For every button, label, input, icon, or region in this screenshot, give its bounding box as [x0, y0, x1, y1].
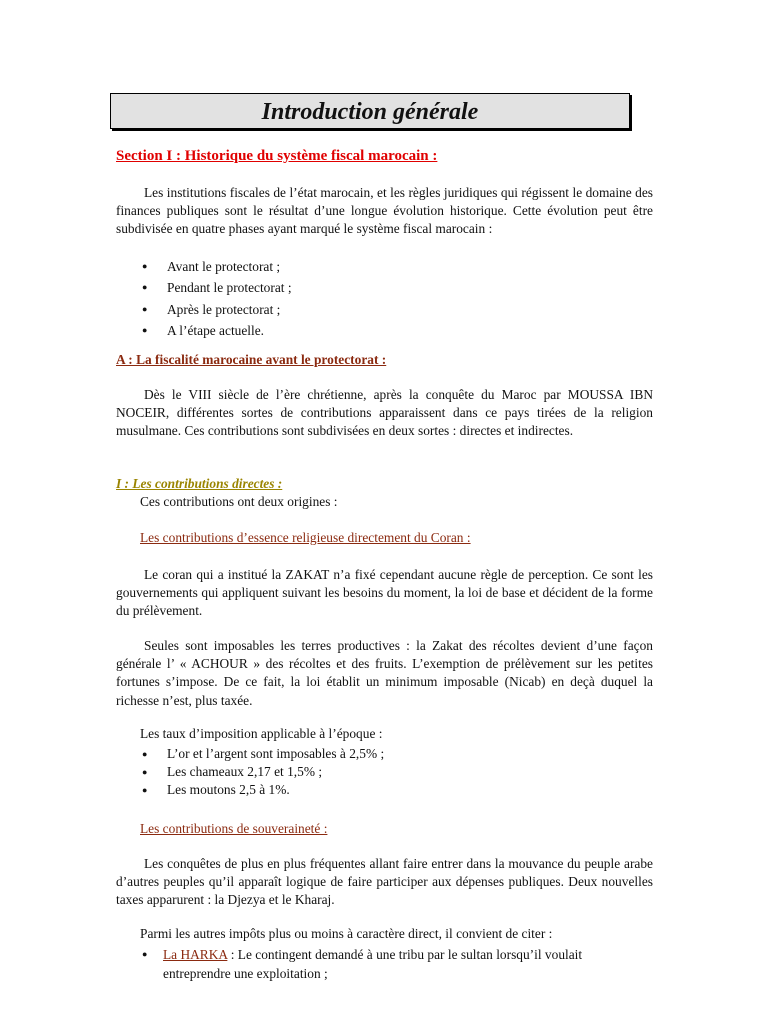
list-item: ● Après le protectorat ; [140, 299, 292, 320]
phases-list [140, 256, 292, 342]
list-item: ● Pendant le protectorat ; [140, 277, 292, 298]
autres-line: Parmi les autres impôts plus ou moins à caractère direct, il convient de citer : [140, 926, 553, 941]
paragraph-terres: Seules sont imposables les terres productives : la Zakat des récoltes devient d’une façon générale l’ « ACHOUR » des récoltes et des fruits. L’exemption de prélèvement sur les petites fortunes s’impose. De ce fait, la loi établit un minimum imposable (Nicab) en deçà duquel la richesse n’est, plus taxée. [116, 638, 653, 708]
taux-line: Les taux d’imposition applicable à l’époque : [140, 726, 383, 741]
harka-term: La HARKA [163, 947, 228, 962]
list-item [140, 945, 653, 983]
list-item: ● L’or et l’argent sont imposables à 2,5% ; [140, 745, 384, 763]
list-item: ● Avant le protectorat ; [140, 256, 292, 277]
intro-paragraph: Les institutions fiscales de l’état marocain, et les règles juridiques qui régissent le domaine des finances publiques sont le résultat d’une longue évolution historique. Cette évolution peut être subdivisée en quatre phases ayant marqué le système fiscal marocain : [116, 185, 653, 237]
autres-list [140, 945, 653, 983]
harka-text: : Le contingent demandé à une tribu par le sultan lorsqu’il voulait entreprendre une exploitation ; [163, 947, 583, 981]
heading-a: A : La fiscalité marocaine avant le protectorat : [116, 352, 387, 367]
origins-line: Ces contributions ont deux origines : [140, 494, 338, 509]
paragraph-a: Dès le VIII siècle de l’ère chrétienne, après la conquête du Maroc par MOUSSA IBN NOCEIR, différentes sortes de contributions apparaissent dans ce pays tirées de la religion musulmane. Ces contributions sont subdivisées en deux sortes : directes et indirectes. [116, 387, 653, 439]
taux-list [140, 745, 384, 800]
list-item: ● A l’étape actuelle. [140, 320, 292, 341]
heading-i: I : Les contributions directes : [116, 476, 283, 491]
heading-religious: Les contributions d’essence religieuse directement du Coran : [140, 530, 471, 545]
paragraph-conquetes: Les conquêtes de plus en plus fréquentes allant faire entrer dans la mouvance du peuple arabe d’autres peuples qu’il apparaît logique de faire participer aux dépenses publiques. Deux nouvelles taxes apparurent : la Djezya et le Kharaj. [116, 856, 653, 908]
heading-souverainete: Les contributions de souveraineté : [140, 821, 328, 836]
paragraph-coran: Le coran qui a institué la ZAKAT n’a fixé cependant aucune règle de perception. Ce sont les gouvernements qui appliquent suivant les besoins du moment, la loi de base et décident de la forme du prélèvement. [116, 567, 653, 619]
list-item: ● Les moutons 2,5 à 1%. [140, 781, 384, 799]
section-heading: Section I : Historique du système fiscal marocain : [116, 148, 438, 164]
title-box [110, 93, 630, 129]
list-item: ● Les chameaux 2,17 et 1,5% ; [140, 763, 384, 781]
page-title: Introduction générale [261, 99, 479, 125]
